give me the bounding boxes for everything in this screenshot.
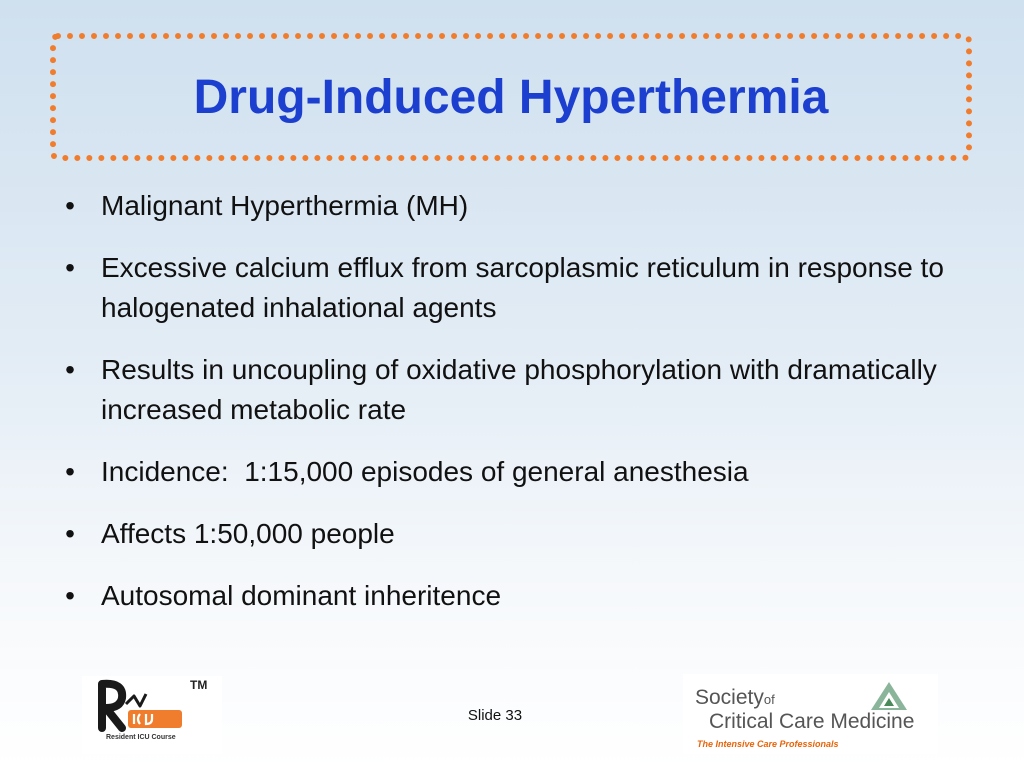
bullet-dot: •	[65, 456, 75, 487]
bullet-list	[60, 186, 960, 638]
bullet-text: Excessive calcium efflux from sarcoplasmic reticulum in response to halogenated inhalational agents	[101, 252, 944, 323]
sccm-logo	[683, 674, 938, 754]
bullet-text: Results in uncoupling of oxidative phosphorylation with dramatically increased metabolic rate	[101, 354, 937, 425]
bullet-dot: •	[65, 190, 75, 221]
bullet-dot: •	[65, 580, 75, 611]
sccm-tagline: The Intensive Care Professionals	[697, 739, 839, 749]
bullet-dot: •	[65, 354, 75, 385]
ricu-logo	[82, 676, 222, 754]
bullet-dot: •	[65, 518, 75, 549]
bullet-item	[60, 452, 960, 492]
bullet-text: Autosomal dominant inheritence	[101, 580, 502, 611]
sccm-name-line1	[695, 686, 775, 710]
sccm-of: of	[763, 692, 775, 707]
bullet-item	[60, 350, 960, 430]
sccm-triangle-icon	[869, 680, 909, 712]
bullet-text: Malignant Hyperthermia (MH)	[101, 190, 469, 221]
bullet-text: Incidence: 1:15,000 episodes of general anesthesia	[101, 456, 749, 487]
sccm-society: Society	[695, 686, 764, 709]
bullet-dot: •	[65, 252, 75, 283]
bullet-text: Affects 1:50,000 people	[101, 518, 395, 549]
ricu-mark-icon	[82, 676, 192, 736]
ricu-trademark: TM	[190, 678, 208, 692]
sccm-name-line2: Critical Care Medicine	[709, 710, 915, 733]
bullet-item	[60, 514, 960, 554]
bullet-item	[60, 576, 960, 616]
slide-title: Drug-Induced Hyperthermia	[193, 70, 829, 124]
title-frame	[50, 33, 972, 161]
bullet-item	[60, 248, 960, 328]
bullet-item	[60, 186, 960, 226]
slide-number: Slide 33	[467, 707, 523, 724]
ricu-subtitle: Resident ICU Course	[106, 734, 176, 741]
